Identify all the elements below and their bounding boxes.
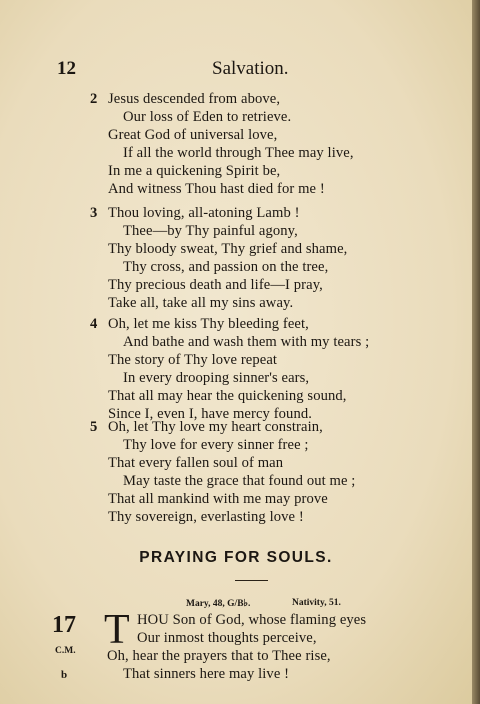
verse-line: Since I, even I, have mercy found. xyxy=(108,406,312,422)
verse-line: That all mankind with me may prove xyxy=(108,491,328,507)
verse-line: Thy sovereign, everlasting love ! xyxy=(108,509,304,525)
verse-line: And bathe and wash them with my tears ; xyxy=(123,334,370,350)
verse-line: Take all, take all my sins away. xyxy=(108,295,294,311)
tune-name: Nativity, 51. xyxy=(292,598,341,608)
verse-line: That all may hear the quickening sound, xyxy=(108,388,347,404)
running-head: Salvation. xyxy=(212,58,289,79)
verse-line: Our loss of Eden to retrieve. xyxy=(123,109,292,125)
page-number: 12 xyxy=(57,58,76,79)
verse-line: Thy love for every sinner free ; xyxy=(123,437,309,453)
tune-name: Mary, 48, G/B♭. xyxy=(186,599,251,609)
page-edge-shadow xyxy=(472,0,480,704)
verse-line: Thy precious death and life—I pray, xyxy=(108,277,323,293)
verse-number: 5 xyxy=(90,419,98,435)
page-header xyxy=(0,58,472,84)
section-rule xyxy=(235,580,268,581)
verse-line: Thy bloody sweat, Thy grief and shame, xyxy=(108,241,348,257)
verse-line: The story of Thy love repeat xyxy=(108,352,278,368)
verse-line: If all the world through Thee may live, xyxy=(123,145,354,161)
verse-line: Oh, let me kiss Thy bleeding feet, xyxy=(108,316,309,332)
section-title: PRAYING FOR SOULS. xyxy=(139,549,333,566)
hymn-line: That sinners here may live ! xyxy=(123,666,290,682)
verse-line: Great God of universal love, xyxy=(108,127,278,143)
drop-cap: T xyxy=(104,607,130,653)
hymn-line: HOU Son of God, whose flaming eyes xyxy=(137,612,367,628)
verse-line: In every drooping sinner's ears, xyxy=(123,370,310,386)
verse-line: That every fallen soul of man xyxy=(108,455,284,471)
verse-line: Oh, let Thy love my heart constrain, xyxy=(108,419,323,435)
hymn-line: Oh, hear the prayers that to Thee rise, xyxy=(107,648,331,664)
verse-line: And witness Thou hast died for me ! xyxy=(108,181,325,197)
verse-number: 2 xyxy=(90,91,98,107)
verse-line: May taste the grace that found out me ; xyxy=(123,473,356,489)
hymn-meter: C.M. xyxy=(55,646,76,656)
hymn-line: Our inmost thoughts perceive, xyxy=(137,630,317,646)
hymn-number: 17 xyxy=(52,612,76,638)
verse-number: 4 xyxy=(90,316,98,332)
verse-line: Thee—by Thy painful agony, xyxy=(123,223,298,239)
verse-line: Thou loving, all-atoning Lamb ! xyxy=(108,205,300,221)
verse-line: Thy cross, and passion on the tree, xyxy=(123,259,329,275)
verse-line: In me a quickening Spirit be, xyxy=(108,163,281,179)
verse-number: 3 xyxy=(90,205,98,221)
hymn-key: b xyxy=(61,669,68,681)
verse-line: Jesus descended from above, xyxy=(108,91,281,107)
